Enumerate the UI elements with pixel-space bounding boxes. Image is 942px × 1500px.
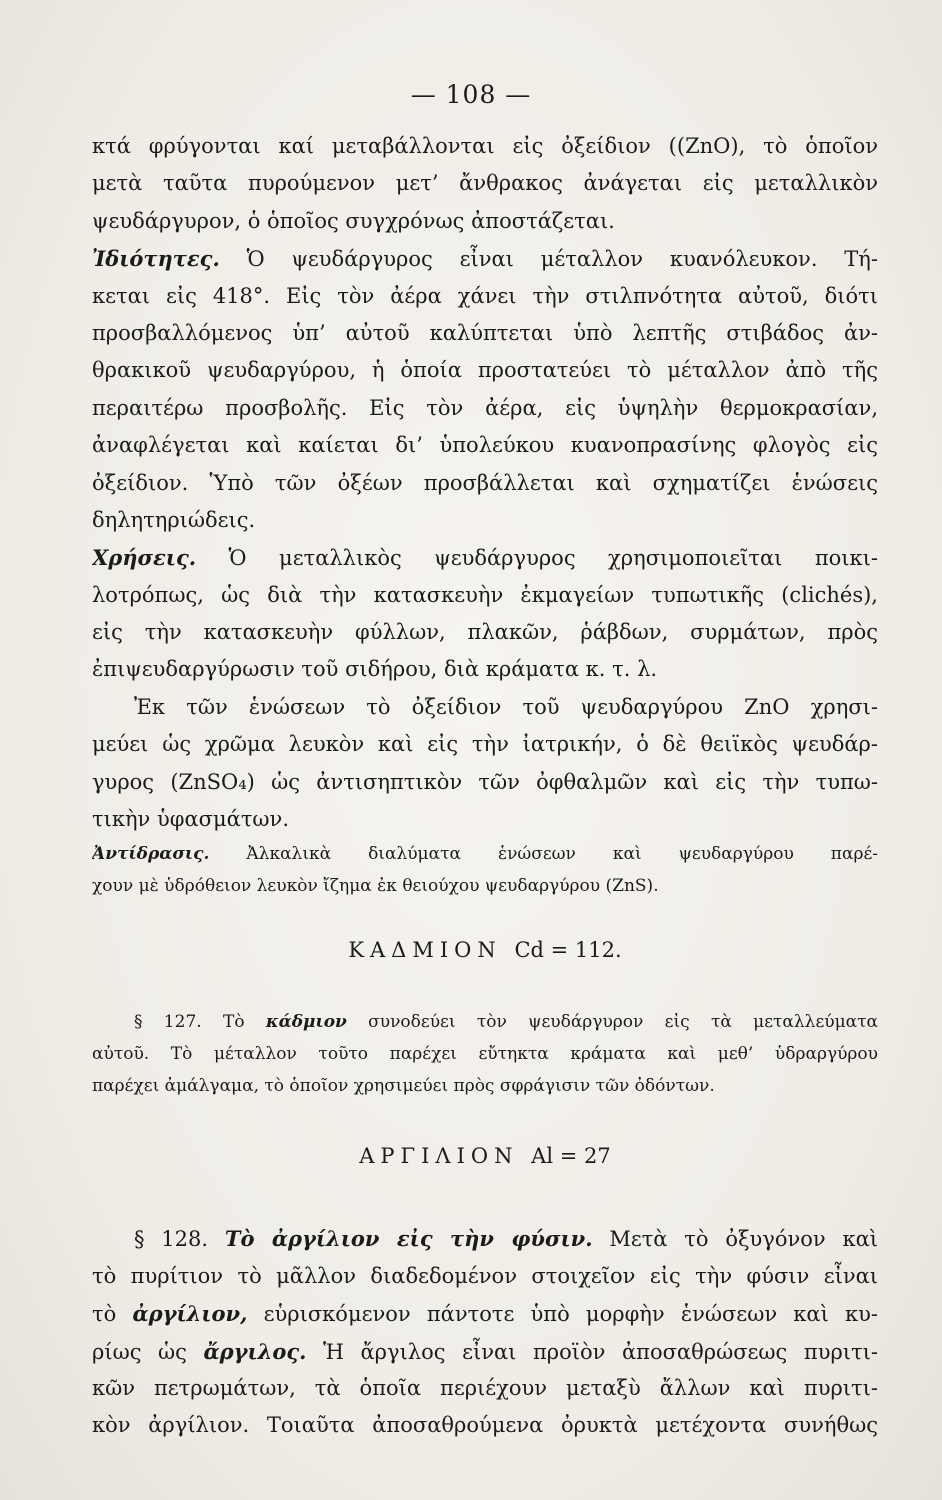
text-span: τὸ bbox=[92, 1302, 117, 1327]
text-line bbox=[92, 1295, 878, 1332]
text-line: κὸν ἀργίλιον. Τοιαῦτα ἀποσαθρούμενα ὀρυκτὰ μετέχοντα συνήθως bbox=[92, 1413, 878, 1438]
text-line: ἐπιψευδαργύρωσιν τοῦ σιδήρου, διὰ κράματα κ. τ. λ. bbox=[92, 657, 658, 682]
text-span: Ἡ ἄργιλος εἶναι προϊὸν ἀποσαθρώσεως πυριτι- bbox=[323, 1339, 878, 1364]
text-line bbox=[92, 1220, 878, 1257]
text-span: Μετὰ τὸ ὀξυγόνον καὶ bbox=[609, 1227, 878, 1252]
text-line bbox=[92, 1006, 878, 1038]
text-span: Ὁ μεταλλικὸς ψευδάργυρος χρησιμοποιεῖται ποικι- bbox=[228, 546, 878, 571]
section-title: Τὸ ἀργίλιον εἰς τὴν φύσιν. bbox=[224, 1226, 593, 1252]
paragraph-reaction bbox=[92, 838, 878, 902]
text-span: Ἀλκαλικὰ διαλύματα ἑνώσεων καὶ ψευδαργύρου παρέ- bbox=[246, 844, 878, 865]
paragraph-roasting bbox=[92, 128, 878, 240]
text-line bbox=[92, 240, 878, 277]
text-line: γυρος (ZnSO₄) ὡς ἀντισηπτικὸν τῶν ὀφθαλμῶν καὶ εἰς τὴν τυπω- bbox=[92, 769, 878, 794]
text-line: αὐτοῦ. Τὸ μέταλλον τοῦτο παρέχει εὔτηκτα κράματα καὶ μεθ’ ὑδραργύρου bbox=[92, 1044, 878, 1065]
text-line: ψευδάργυρον, ὁ ὁποῖος συγχρόνως ἀποστάζεται. bbox=[92, 208, 615, 233]
text-line: κτά φρύγονται καί μεταβάλλονται εἰς ὀξείδιον ((ZnO), τὸ ὁποῖον bbox=[92, 134, 878, 158]
paragraph-aluminium bbox=[92, 1220, 878, 1444]
section-heading-cadmium bbox=[92, 930, 878, 970]
text-line: περαιτέρω προσβολῆς. Εἰς τὸν ἀέρα, εἰς ὑψηλὴν θερμοκρασίαν, bbox=[92, 395, 878, 420]
bold-term: κάδμιον bbox=[265, 1012, 347, 1033]
text-line: τὸ πυρίτιον τὸ μᾶλλον διαδεδομένον στοιχεῖον εἰς τὴν φύσιν εἶναι bbox=[92, 1263, 878, 1288]
text-line: ὀξείδιον. Ὑπὸ τῶν ὀξέων προσβάλλεται καὶ σχηματίζει ἑνώσεις bbox=[92, 470, 878, 495]
text-span: συνοδεύει τὸν ψευδάργυρον εἰς τὰ μεταλλεύματα bbox=[368, 1012, 878, 1033]
text-line bbox=[92, 838, 878, 870]
paragraph-uses bbox=[92, 539, 878, 689]
text-span: Ὁ ψευδάργυρος εἶναι μέταλλον κυανόλευκον. Τή- bbox=[246, 247, 878, 272]
heading-title: ΚΑΔΜΙΟΝ bbox=[348, 938, 502, 963]
bold-term: ἀργίλιον, bbox=[132, 1301, 248, 1327]
heading-title: ΑΡΓΙΛΙΟΝ bbox=[359, 1144, 519, 1169]
section-heading-aluminium bbox=[92, 1136, 878, 1176]
text-line: εἰς τὴν κατασκευὴν φύλλων, πλακῶν, ῥάβδων, συρμάτων, πρὸς bbox=[92, 620, 878, 645]
paragraph-properties bbox=[92, 240, 878, 539]
text-line: δηλητηριώδεις. bbox=[92, 507, 256, 532]
reaction-label: Ἀντίδρασις. bbox=[92, 844, 210, 865]
text-line: μεύει ὡς χρῶμα λευκὸν καὶ εἰς τὴν ἰατρικήν, ὁ δὲ θειϊκὸς ψευδάρ- bbox=[92, 732, 878, 757]
heading-formula: Cd = 112. bbox=[514, 938, 622, 963]
text-line: Ἐκ τῶν ἑνώσεων τὸ ὀξείδιον τοῦ ψευδαργύρου ZnO χρησι- bbox=[134, 694, 878, 719]
text-line: μετὰ ταῦτα πυρούμενον μετ’ ἄνθρακος ἀνάγεται εἰς μεταλλικὸν bbox=[92, 171, 878, 196]
heading-formula: Al = 27 bbox=[531, 1144, 611, 1169]
text-line: κεται εἰς 418°. Εἰς τὸν ἀέρα χάνει τὴν στιλπνότητα αὐτοῦ, διότι bbox=[92, 283, 878, 308]
text-line: θρακικοῦ ψευδαργύρου, ἡ ὁποία προστατεύει τὸ μέταλλον ἀπὸ τῆς bbox=[92, 358, 878, 383]
text-line: προσβαλλόμενος ὑπ’ αὐτοῦ καλύπτεται ὑπὸ λεπτῆς στιβάδος ἀν- bbox=[92, 320, 878, 345]
page-body bbox=[92, 128, 878, 1445]
text-line: κῶν πετρωμάτων, τὰ ὁποῖα περιέχουν μεταξὺ ἄλλων καὶ πυριτι- bbox=[92, 1375, 878, 1400]
text-line: παρέχει ἀμάλγαμα, τὸ ὁποῖον χρησιμεύει πρὸς σφράγισιν τῶν ὀδόντων. bbox=[92, 1076, 715, 1097]
text-line bbox=[92, 539, 878, 576]
properties-label: Ἰδιότητες. bbox=[92, 246, 220, 272]
page-number: — 108 — bbox=[410, 80, 532, 109]
paragraph-cadmium bbox=[92, 1006, 878, 1102]
bold-term: ἄργιλος. bbox=[203, 1338, 307, 1364]
paragraph-compounds bbox=[92, 689, 878, 839]
text-span: εὑρισκόμενον πάντοτε ὑπὸ μορφὴν ἑνώσεων καὶ κυ- bbox=[263, 1302, 878, 1327]
text-line bbox=[92, 1333, 878, 1370]
section-number: § 128. bbox=[134, 1227, 209, 1252]
text-line: τικὴν ὑφασμάτων. bbox=[92, 807, 289, 832]
text-span: ρίως ὡς bbox=[92, 1339, 187, 1364]
text-line: λοτρόπως, ὡς διὰ τὴν κατασκευὴν ἐκμαγείων τυπωτικῆς (clichés), bbox=[92, 582, 878, 607]
section-number: § 127. bbox=[134, 1012, 202, 1033]
uses-label: Χρήσεις. bbox=[92, 545, 197, 571]
text-span: Τὸ bbox=[222, 1012, 245, 1033]
text-line: ἀναφλέγεται καὶ καίεται δι’ ὑπολεύκου κυανοπρασίνης φλογὸς εἰς bbox=[92, 433, 878, 458]
text-line: χουν μὲ ὑδρόθειον λευκὸν ἴζημα ἐκ θειούχου ψευδαργύρου (ZnS). bbox=[92, 876, 659, 897]
